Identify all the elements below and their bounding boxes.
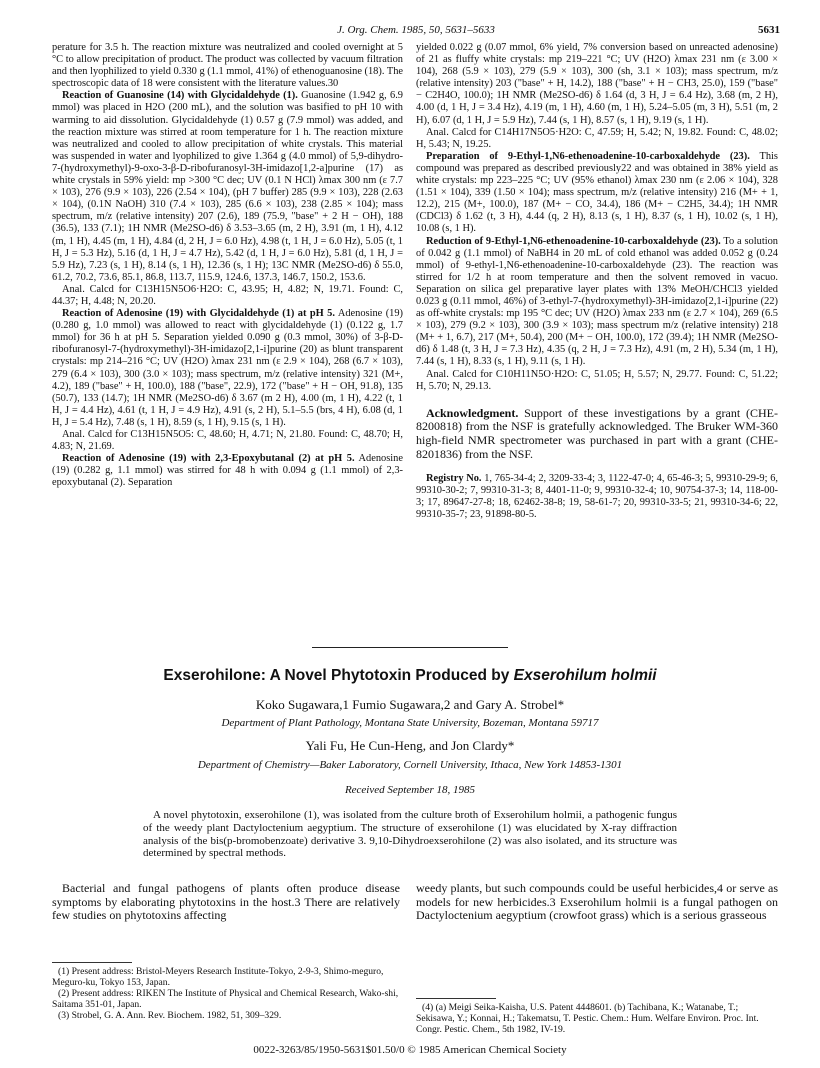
section-body: Adenosine (19) (0.282 g, 1.1 mmol) was stirred for 48 h with 0.094 g (1.1 mmol) of 2,3-epoxybutanal (2). Separation [52, 453, 403, 489]
footnotes-right [416, 1002, 778, 1035]
section-heading: Reduction of 9-Ethyl-1,N6-ethenoadenine-10-carboxaldehyde (23). [426, 235, 721, 247]
article-divider [312, 647, 508, 648]
footnotes-left [52, 966, 400, 1021]
title-species: Exserohilum holmii [513, 667, 657, 684]
footnote-rule [52, 962, 132, 963]
acknowledgment-heading: Acknowledgment. [426, 405, 519, 420]
section-heading: Preparation of 9-Ethyl-1,N6-ethenoadenine-10-carboxaldehyde (23). [426, 150, 750, 162]
received-date: Received September 18, 1985 [344, 784, 476, 796]
authors-group-2: Yali Fu, He Cun-Heng, and Jon Clardy* [305, 738, 515, 753]
registry-heading: Registry No. [426, 473, 482, 485]
section-body: Adenosine (19) (0.280 g, 1.0 mmol) was allowed to react with glycidaldehyde (1) (0.122 g, 1.7 mmol) for 36 h at pH 5. Separation yielded 0.090 g (0.3 mmol, 30%) of 3-β-D-ribofuranosyl-7-(hydroxymethyl)-3H-imidazo[2,1-i]purine (20) as blunt transparent crystals: mp 214–216 °C; UV (H2O) λmax 231 nm (ε 2.9 × 104), 268 (6.7 × 103), 279 (6.4 × 103), 300 (3.0 × 103); mass spectrum, m/z (relative intensity) 321 (M+, 4.2), 189 ("base" + H, 100.0), 188 ("base", 22.9), 172 ("base" + H − OH, 91.8), 135 (50.7), 133 (14.7); 1H NMR (Me2SO-d6) δ 3.67 (m 2 H), 4.00 (m, 1 H), 4.22 (t, 1 H, J = 4.4 Hz), 4.61 (t, 1 H, J = 4.9 Hz), 4.91 (s, 2 H), 5.1–5.5 (brs, 4 H), 6.08 (d, 1 H, J = 5.4 Hz), 7.48 (s, 1 H), 8.59 (s, 1 H), 9.15 (s, 1 H). [52, 308, 403, 428]
section-heading: Reaction of Guanosine (14) with Glycidaldehyde (1). [62, 90, 298, 102]
section-body: To a solution of 0.042 g (1.1 mmol) of NaBH4 in 20 mL of cold ethanol was added 0.052 g (0.24 mmol) of 9-ethyl-1,N6-ethenoadenine-10-carboxaldehyde (23). The reaction was stirred for 1/2 h at room temperature and then the solvent removed in vacuo. Separation on silica gel preparative layer plates with 13% MeOH/CHCl3 yielded 0.023 g (0.11 mmol, 46%) of 3-ethyl-7-(hydroxymethyl)-3H-imidazo[2,1-i]purine (22) as off-white crystals: mp 195 °C dec; UV (H2O) λmax 233 nm (ε 2.7 × 104), 269 (6.5 × 103), 279 (9.2 × 103), 300 (3.9 × 103); mass spectrum m/z (relative intensity) 218 (M+ + 1, 6.7), 217 (M+, 50.4), 200 (M+ − OH, 100.0), 172 (39.4); 1H NMR (Me2SO-d6) δ 1.48 (t, 3 H, J = 7.3 Hz), 4.35 (q, 2 H, J = 7.3 Hz), 4.91 (m, 2 H), 5.34 (m, 1 H), 7.44 (s, 1 H), 8.33 (s, 1 H), 9.11 (s, 1 H). [416, 235, 778, 368]
section-body: Guanosine (1.942 g, 6.9 mmol) was placed in H2O (200 mL), and the solution was basified to pH 10 with warming to aid dissolution. Glycidaldehyde (1) 0.57 g (7.9 mmol) was added, and the reaction mixture was stirred at room temperature for 1 h. The reaction mixture was neutralized and cooled to allow precipitation of white crystals. This material was suspended in water and lyophilized to give 1.364 g (4.0 mmol) of 5,9-dihydro-7-(hydroxymethyl)-9-oxo-3-β-D-ribofuranosyl-3H-imidazo[1,2-a]purine (17) as white crystals in 59% yield: mp >300 °C dec; UV (0.1 N HCl) λmax 300 nm (ε 7.7 × 103), 276 (9.9 × 103), 226 (2.54 × 104), (pH 7 buffer) 285 (9.9 × 103), 228 (2.63 × 104), (0.1N NaOH) 310 (7.4 × 103), 285 (6.6 × 103), 238 (2.85 × 104); mass spectrum, m/z (relative intensity) 207 (2.6), 189 (75.9, "base" + 2 H − OH), 188 (36.5), 133 (7.1); 1H NMR (Me2SO-d6) δ 3.53–3.65 (m, 2 H), 3.91 (m, 1 H), 4.12 (m, 1 H), 4.45 (m, 1 H), 4.84 (d, 2 H, J = 6.0 Hz), 4.98 (t, 1 H, J = 6.0 Hz), 5.05 (t, 1 H, J = 5.3 Hz), 5.16 (d, 1 H, J = 4.7 Hz), 5.42 (d, 1 H, J = 6.0 Hz), 5.81 (d, 1 H, J = 5.9 Hz), 7.23 (s, 1 H), 8.14 (s, 1 H), 12.36 (s, 1 H); 13C NMR (Me2SO-d6) δ 55.0, 61.2, 70.2, 73.6, 85.1, 86.8, 113.7, 115.9, 124.6, 137.3, 146.7, 150.2, 153.6. [52, 90, 403, 283]
paragraph [52, 90, 403, 284]
article-title [40, 667, 780, 685]
intro-right: weedy plants, but such compounds could be useful herbicides,4 or serve as models for new herbicides.3 Exserohilum holmii is a fungal pathogen on Dactyloctenium aegyptium (crowfoot grass) which is a serious grasseous [416, 881, 778, 923]
section-body: This compound was prepared as described previously22 and was obtained in 38% yield as white crystals: mp 223–225 °C; UV (95% ethanol) λmax 230 nm (ε 2.06 × 104), 328 (1.51 × 104), 339 (1.50 × 104); mass spectrum, m/z (relative intensity) 216 (M+ + 1, 12.2), 215 (M+, 100.0), 187 (M+ − CO, 34.4), 186 (M+ − C2H5, 34.4); 1H NMR (CDCl3) δ 1.62 (t, 3 H), 4.44 (q, 2 H), 8.13 (s, 1 H), 8.37 (s, 1 H), 10.02 (s, 1 H), 10.08 (s, 1 H). [416, 150, 778, 235]
affiliation-2: Department of Chemistry—Baker Laboratory, Cornell University, Ithaca, New York 14853-1301 [197, 759, 623, 771]
journal-citation: J. Org. Chem. 1985, 50, 5631–5633 [337, 24, 495, 36]
paragraph: perature for 3.5 h. The reaction mixture was neutralized and cooled overnight at 5 °C to allow precipitation of product. The product was collected by vacuum filtration and then lyophilized to yield 0.330 g (1.1 mmol, 41%) of ethenoguanosine (18). The spectroscopic data of 18 were consistent with the literature values.30 [52, 42, 403, 90]
footnote: (3) Strobel, G. A. Ann. Rev. Biochem. 1982, 51, 309–329. [58, 1010, 282, 1021]
page-number: 5631 [758, 24, 780, 36]
abstract: A novel phytotoxin, exserohilone (1), was isolated from the culture broth of Exserohilum holmii, a pathogenic fungus of the weedy plant Dactyloctenium aegyptium. The structure of exserohilone (1) was elucidated by X-ray diffraction analysis of the bis(p-bromobenzoate) derivative 3. 9,10-Dihydroexserohilone (2) was also isolated, and its structure was determined by spectral methods. [143, 809, 677, 860]
acknowledgment-body: Support of these investigations by a grant (CHE-8200818) from the NSF is gratefully acknowledged. The Bruker WM-360 high-field NMR spectrometer was purchased in part with a grant (CHE-8201836) from the NSF. [416, 405, 778, 461]
analysis: Anal. Calcd for C13H15N5O6·H2O: C, 43.95; H, 4.82; N, 19.71. Found: C, 44.37; H, 4.48; N, 20.20. [52, 283, 403, 307]
footnote: (1) Present address: Bristol-Meyers Research Institute-Tokyo, 2-9-3, Shimo-meguro, Meguro-ku, Tokyo 153, Japan. [52, 966, 384, 988]
footnote: (4) (a) Meigi Seika-Kaisha, U.S. Patent 4448601. (b) Tachibana, K.; Watanabe, T.; Sekisawa, Y.; Konnai, H.; Takematsu, T. Pestic. Chem.: Hum. Welfare Environ. Proc. Int. Congr. Pestic. Chem., 5th 1982, IV-19. [416, 1002, 759, 1035]
acknowledgment [416, 407, 778, 461]
paragraph [416, 151, 778, 236]
paragraph [416, 236, 778, 369]
paragraph [52, 453, 403, 489]
page-footer: 0022-3263/85/1950-5631$01.50/0 © 1985 American Chemical Society [253, 1044, 567, 1056]
registry-body: 1, 765-34-4; 2, 3209-33-4; 3, 1122-47-0; 4, 65-46-3; 5, 99310-29-9; 6, 99310-30-2; 7, 99310-31-3; 8, 4401-11-0; 9, 99310-32-4; 10, 90754-37-3; 14, 118-00-3; 17, 89647-27-8; 18, 62462-38-8; 19, 58-61-7; 20, 99310-33-5; 21, 99310-34-6; 22, 99310-35-7; 23, 91898-80-5. [416, 473, 778, 521]
paragraph [52, 308, 403, 429]
section-heading: Reaction of Adenosine (19) with Glycidaldehyde (1) at pH 5. [62, 308, 335, 320]
running-header [52, 24, 780, 38]
title-text: Exserohilone: A Novel Phytotoxin Produced by [163, 667, 514, 684]
intro-left: Bacterial and fungal pathogens of plants often produce disease symptoms by elaborating phytotoxins in the host.3 There are relatively few studies on phytotoxins affecting [52, 881, 400, 923]
section-heading: Reaction of Adenosine (19) with 2,3-Epoxybutanal (2) at pH 5. [62, 453, 355, 465]
right-column [416, 42, 778, 521]
authors-group-1: Koko Sugawara,1 Fumio Sugawara,2 and Gary A. Strobel* [255, 697, 565, 712]
paragraph: yielded 0.022 g (0.07 mmol, 6% yield, 7% conversion based on unreacted adenosine) of 21 as fluffy white crystals: mp 219–221 °C; UV (H2O) λmax 231 nm (ε 3.00 × 104), 268 (5.9 × 103), 279 (5.9 × 103), 300 (sh, 3.1 × 103); mass spectrum, m/z (relative intensity) 203 ("base" + H, 14.2), 188 ("base" + H − CH3, 25.0), 159 ("base" − C2H4O, 100.0); 1H NMR (Me2SO-d6) δ 1.64 (d, 3 H, J = 6.4 Hz), 3.68 (m, 2 H), 4.00 (d, 1 H, J = 3.4 Hz), 4.19 (m, 1 H), 4.60 (m, 1 H), 5.24–5.05 (m, 3 H), 5.51 (m, 2 H), 6.07 (d, 1 H, J = 5.9 Hz), 7.44 (s, 1 H), 8.57 (s, 1 H), 9.19 (s, 1 H). [416, 42, 778, 126]
analysis: Anal. Calcd for C14H17N5O5·H2O: C, 47.59; H, 5.42; N, 19.82. Found: C, 48.02; H, 5.43; N, 19.25. [416, 126, 778, 150]
footnote: (2) Present address: RIKEN The Institute of Physical and Chemical Research, Wako-shi, Saitama 351-01, Japan. [52, 988, 399, 1010]
registry-numbers [416, 473, 778, 521]
analysis: Anal. Calcd for C13H15N5O5: C, 48.60; H, 4.71; N, 21.80. Found: C, 48.70; H, 4.83; N, 21.69. [52, 429, 403, 453]
footnote-rule [416, 998, 496, 999]
affiliation-1: Department of Plant Pathology, Montana State University, Bozeman, Montana 59717 [221, 717, 599, 729]
left-column [52, 42, 403, 489]
analysis: Anal. Calcd for C10H11N5O·H2O: C, 51.05; H, 5.57; N, 29.77. Found: C, 51.22; H, 5.70; N, 29.13. [416, 368, 778, 392]
